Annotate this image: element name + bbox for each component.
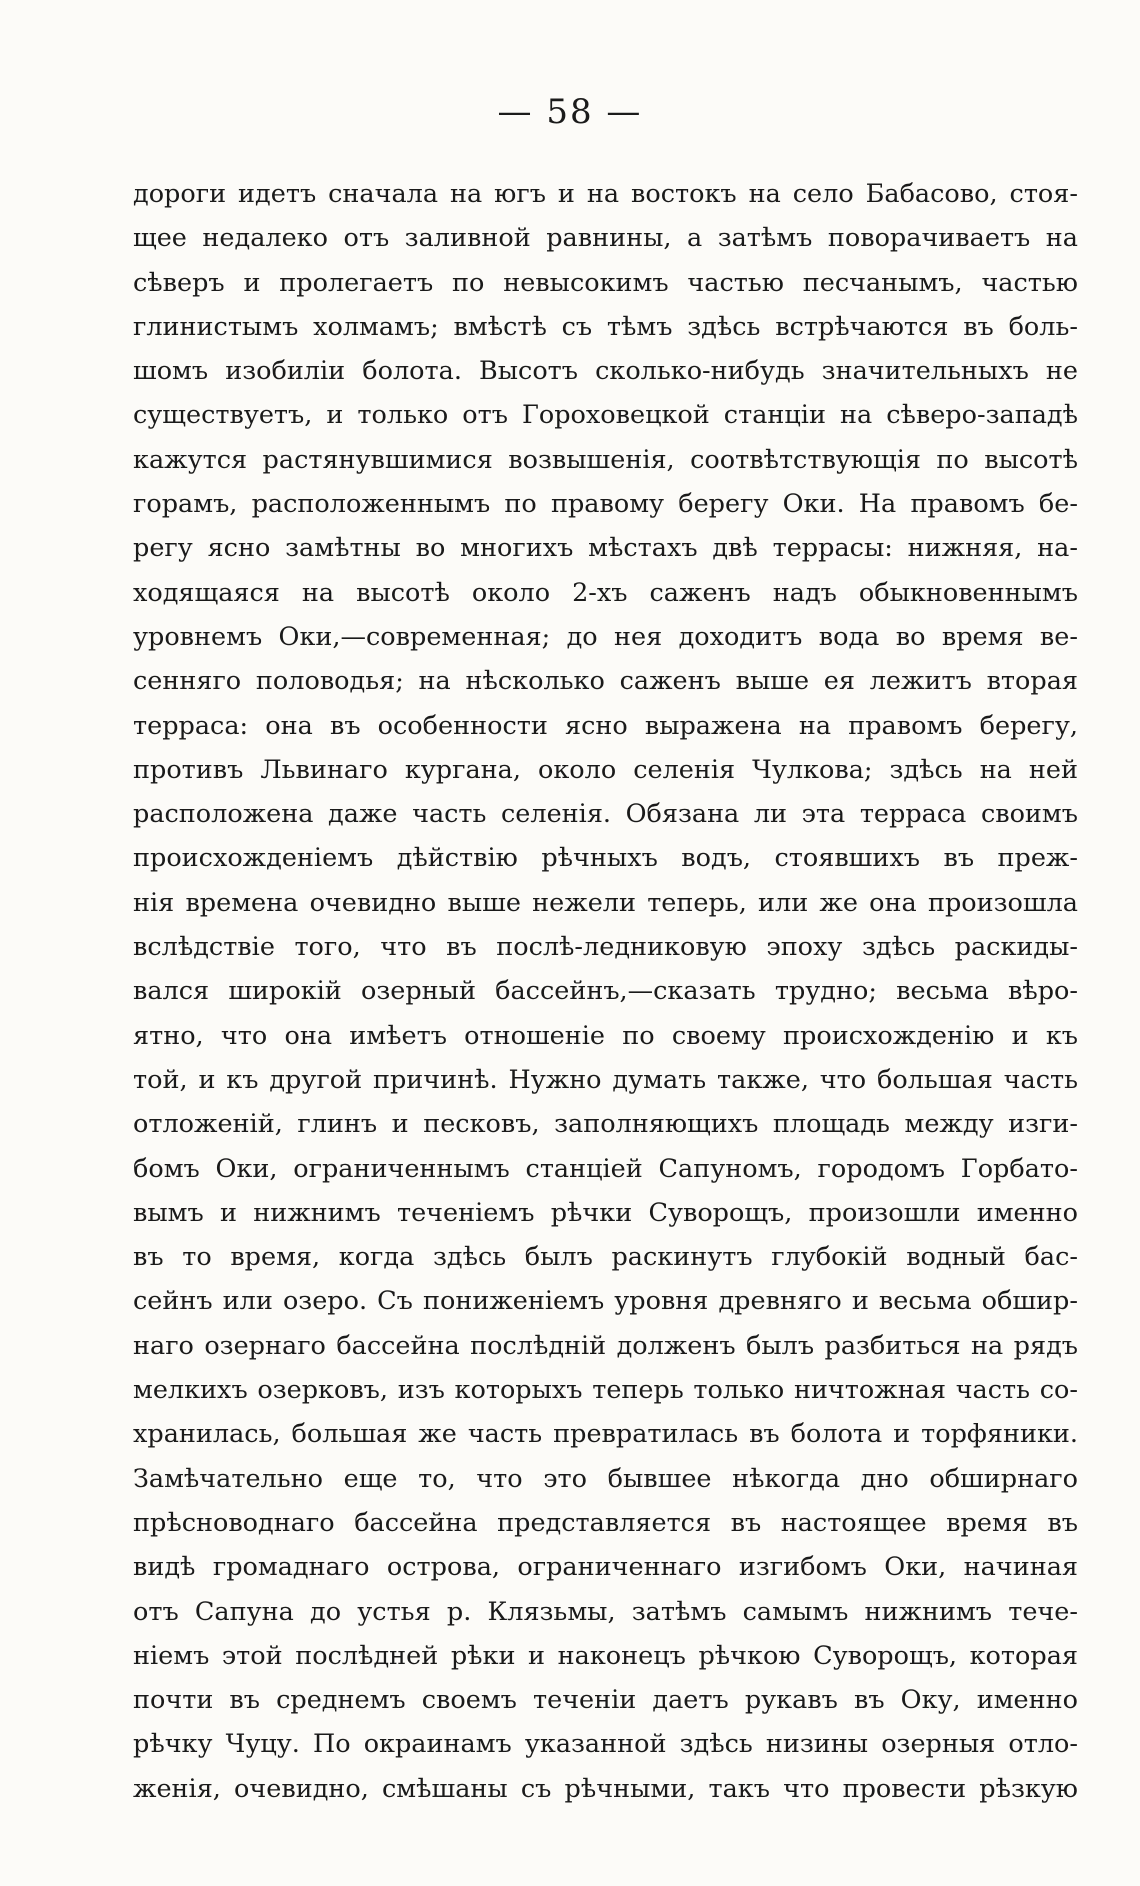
text-line: вался широкiй озерный бассейнъ,—сказать трудно; весьма вѣро- — [133, 976, 1078, 1007]
text-line: кажутся растянувшимися возвышенiя, соотвѣтствующiя по высотѣ — [133, 444, 1078, 475]
text-line: существуетъ, и только отъ Гороховецкой станцiи на сѣверо-западѣ — [133, 400, 1078, 431]
page-number: — 58 — — [497, 92, 643, 132]
text-line: сѣверъ и пролегаетъ по невысокимъ частью песчанымъ, частью — [133, 267, 1078, 298]
text-line: расположена даже часть селенiя. Обязана ли эта терраса своимъ — [133, 799, 1078, 830]
text-line: въ то время, когда здѣсь былъ раскинутъ глубокiй водный бас- — [133, 1242, 1078, 1273]
text-line: ходящаяся на высотѣ около 2-хъ саженъ надъ обыкновеннымъ — [133, 577, 1078, 608]
text-line: щее недалеко отъ заливной равнины, а затѣмъ поворачиваетъ на — [133, 223, 1078, 254]
text-line: горамъ, расположеннымъ по правому берегу Оки. На правомъ бе- — [133, 489, 1078, 520]
text-line: регу ясно замѣтны во многихъ мѣстахъ двѣ террасы: нижняя, на- — [133, 533, 1078, 564]
text-line: мелкихъ озерковъ, изъ которыхъ теперь только ничтожная часть со- — [133, 1375, 1078, 1406]
text-line: наго озернаго бассейна послѣднiй долженъ былъ разбиться на рядъ — [133, 1330, 1078, 1361]
text-line: рѣчку Чуцу. По окраинамъ указанной здѣсь низины озерныя отло- — [133, 1729, 1078, 1760]
text-line: глинистымъ холмамъ; вмѣстѣ съ тѣмъ здѣсь встрѣчаются въ боль- — [133, 311, 1078, 342]
text-line: прѣсноводнаго бассейна представляется въ настоящее время въ — [133, 1507, 1078, 1538]
body-text — [133, 172, 1078, 1811]
text-line: почти въ среднемъ своемъ теченiи даетъ рукавъ въ Оку, именно — [133, 1685, 1078, 1716]
text-line: бомъ Оки, ограниченнымъ станцiей Сапуномъ, городомъ Горбато- — [133, 1153, 1078, 1184]
text-line: вымъ и нижнимъ теченiемъ рѣчки Суворощъ, произошли именно — [133, 1197, 1078, 1228]
text-line: уровнемъ Оки,—современная; до нея доходитъ вода во время ве- — [133, 621, 1078, 652]
text-line: сенняго половодья; на нѣсколько саженъ выше ея лежитъ вторая — [133, 666, 1078, 697]
text-line: терраса: она въ особенности ясно выражена на правомъ берегу, — [133, 710, 1078, 741]
text-line: отъ Сапуна до устья р. Клязьмы, затѣмъ самымъ нижнимъ тече- — [133, 1596, 1078, 1627]
text-line: той, и къ другой причинѣ. Нужно думать также, что большая часть — [133, 1064, 1078, 1095]
text-line: происхожденiемъ дѣйствiю рѣчныхъ водъ, стоявшихъ въ преж- — [133, 843, 1078, 874]
text-line: отложенiй, глинъ и песковъ, заполняющихъ площадь между изги- — [133, 1109, 1078, 1140]
text-line: ятно, что она имѣетъ отношенiе по своему происхожденiю и къ — [133, 1020, 1078, 1051]
text-line: противъ Львинаго кургана, около селенiя Чулкова; здѣсь на ней — [133, 754, 1078, 785]
text-line: хранилась, большая же часть превратилась въ болота и торфяники. — [133, 1419, 1078, 1450]
text-line: женiя, очевидно, смѣшаны съ рѣчными, такъ что провести рѣзкую — [133, 1773, 1078, 1804]
text-line: Замѣчательно еще то, что это бывшее нѣкогда дно обширнаго — [133, 1463, 1078, 1494]
text-line: шомъ изобилiи болота. Высотъ сколько-нибудь значительныхъ не — [133, 356, 1078, 387]
text-line: нiемъ этой послѣдней рѣки и наконецъ рѣчкою Суворощъ, которая — [133, 1640, 1078, 1671]
text-line: вслѣдствiе того, что въ послѣ-ледниковую эпоху здѣсь раскиды- — [133, 932, 1078, 963]
text-line: видѣ громаднаго острова, ограниченнаго изгибомъ Оки, начиная — [133, 1552, 1078, 1583]
text-line: сейнъ или озеро. Съ пониженiемъ уровня древняго и весьма обшир- — [133, 1286, 1078, 1317]
text-line: нiя времена очевидно выше нежели теперь, или же она произошла — [133, 887, 1078, 918]
text-line: дороги идетъ сначала на югъ и на востокъ на село Бабасово, стоя- — [133, 179, 1078, 209]
